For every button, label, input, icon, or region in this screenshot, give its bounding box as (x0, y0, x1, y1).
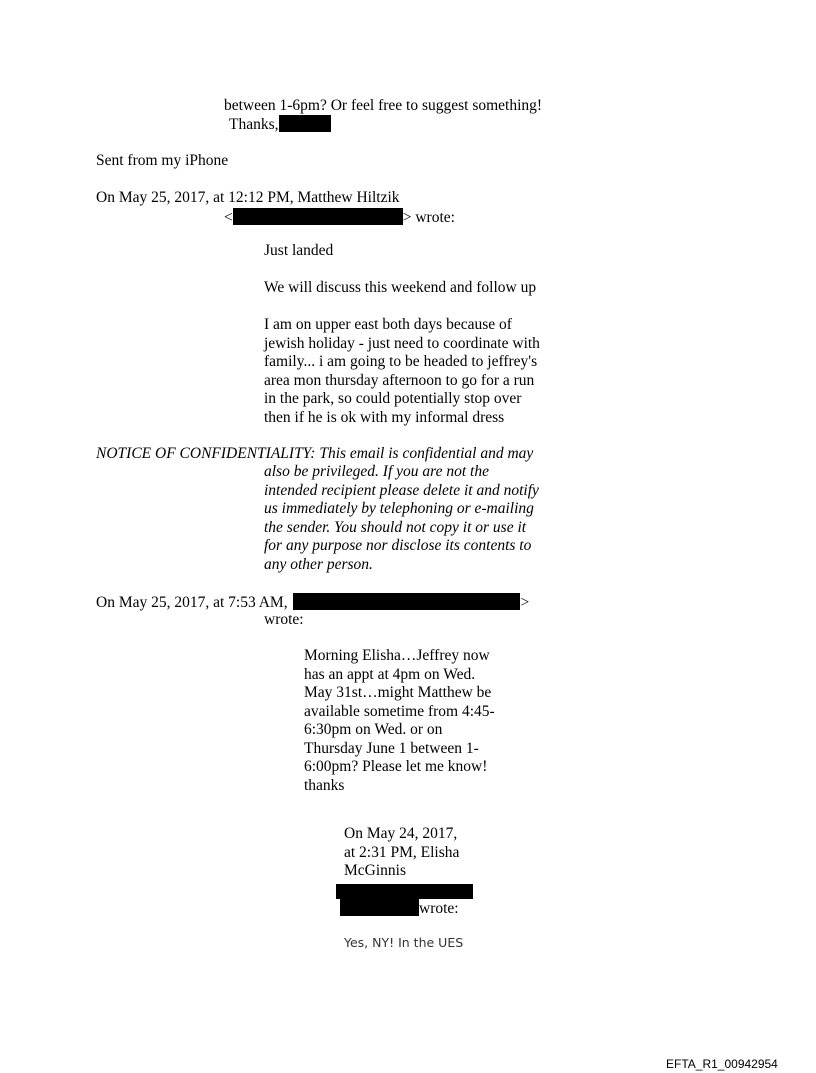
msg1-para3-line: in the park, so could potentially stop over (264, 390, 522, 407)
redaction-bar (336, 884, 473, 899)
redaction-bar (233, 208, 403, 225)
thanks-text: Thanks, (229, 116, 279, 133)
msg1-wrote: > wrote: (402, 209, 455, 226)
msg2-line: thanks (304, 776, 345, 794)
redaction-bar (340, 899, 419, 916)
notice-line1: NOTICE OF CONFIDENTIALITY: This email is confidential and may (96, 445, 534, 462)
msg3-header (344, 825, 459, 881)
notice-line: the sender. You should not copy it or use it (264, 518, 527, 536)
msg1-header-line1: On May 25, 2017, at 12:12 PM, Matthew Hiltzik (96, 189, 400, 206)
msg2-line: May 31st…might Matthew be (304, 684, 492, 701)
msg2-line: Thursday June 1 between 1- (304, 739, 479, 757)
msg2-line: available sometime from 4:45- (304, 702, 495, 720)
msg1-para3-line: area mon thursday afternoon to go for a run (264, 371, 535, 389)
redaction-bar (279, 115, 331, 132)
msg2-header-text: On May 25, 2017, at 7:53 AM, (96, 594, 288, 611)
msg3-wrote-line (340, 899, 459, 919)
msg1-para1: Just landed (264, 242, 334, 259)
msg1-para2: We will discuss this weekend and follow up (264, 279, 537, 296)
document-id: EFTA_R1_00942954 (666, 1057, 778, 1071)
sent-from-iphone: Sent from my iPhone (96, 152, 229, 169)
line-suggest-time: between 1-6pm? Or feel free to suggest something! (224, 97, 543, 114)
notice-line: any other person. (264, 555, 373, 573)
redaction-bar (293, 593, 520, 610)
thanks-line (229, 115, 331, 135)
msg3-header-line: at 2:31 PM, Elisha (344, 843, 460, 861)
notice-line: also be privileged. If you are not the (264, 463, 489, 480)
msg2-line: 6:00pm? Please let me know! (304, 758, 488, 775)
notice-line: us immediately by telephoning or e-mailing (264, 500, 534, 517)
msg1-para3-line: I am on upper east both days because of (264, 316, 512, 333)
notice-line: intended recipient please delete it and notify (264, 481, 539, 499)
msg2-line: 6:30pm on Wed. or on (304, 721, 443, 738)
msg3-wrote: wrote: (419, 900, 459, 917)
msg1-sender-prefix: < (224, 209, 233, 226)
msg3-header-line: On May 24, 2017, (344, 825, 458, 842)
msg3-body: Yes, NY! In the UES (344, 935, 464, 950)
msg2-line: has an appt at 4pm on Wed. (304, 665, 476, 683)
msg1-header-line2 (224, 208, 455, 228)
msg2-header-suffix: > (520, 594, 530, 611)
notice-body (264, 463, 539, 574)
msg2-header-line1 (96, 593, 529, 613)
msg1-para3-line: family... i am going to be headed to jeffrey's (264, 353, 538, 370)
msg2-header-line2: wrote: (264, 611, 304, 628)
msg3-header-line: McGinnis (344, 862, 406, 879)
notice-line: for any purpose nor disclose its contents to (264, 537, 532, 554)
msg1-para3 (264, 316, 540, 427)
msg1-para3-line: jewish holiday - just need to coordinate with (264, 334, 540, 352)
msg2-line: Morning Elisha…Jeffrey now (304, 647, 490, 664)
msg2-body (304, 647, 495, 795)
msg1-para3-line: then if he is ok with my informal dress (264, 408, 505, 426)
